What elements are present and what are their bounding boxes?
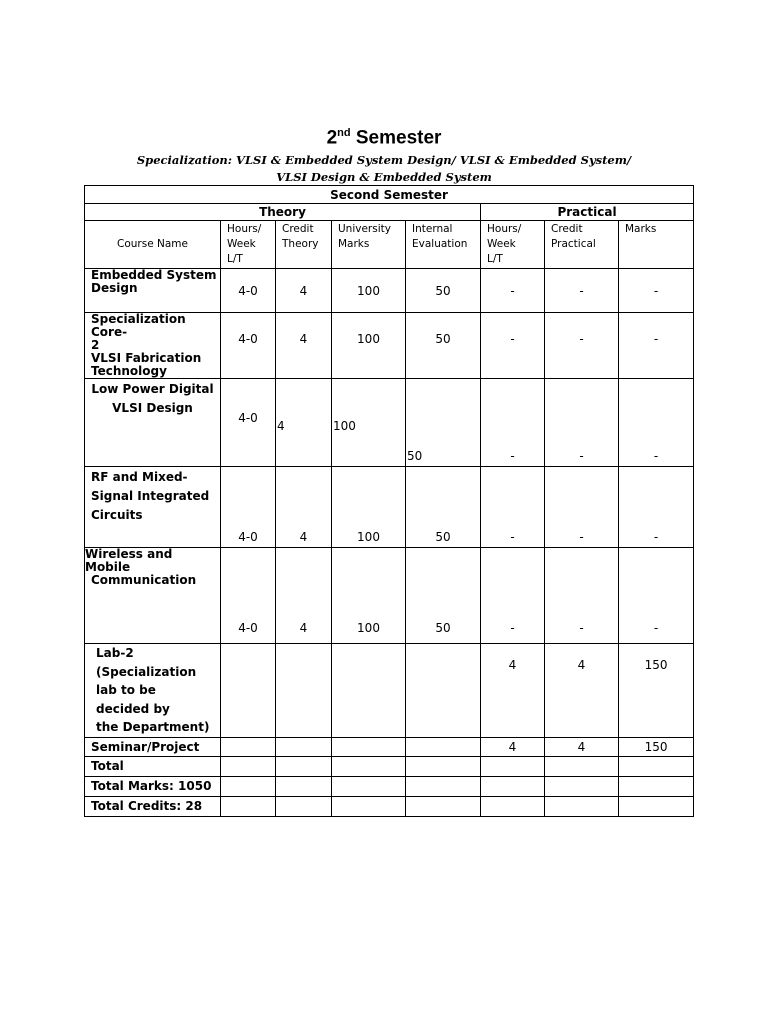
table-row [85, 313, 694, 379]
table-row [85, 737, 694, 756]
theory-header: Theory [85, 204, 481, 221]
col-hours-practical: Hours/ Week L/T [481, 221, 545, 269]
p-credit-cell: - [545, 313, 619, 379]
p-marks-cell: - [619, 548, 694, 644]
univ-marks-cell: 100 [332, 379, 406, 467]
credit-cell: 4 [276, 548, 332, 644]
total-credits-row [85, 796, 694, 816]
col-credit-practical: Credit Practical [545, 221, 619, 269]
internal-cell: 50 [406, 379, 481, 467]
p-marks-cell: - [619, 467, 694, 548]
hours-cell: 4-0 [221, 269, 276, 313]
univ-marks-cell: 100 [332, 467, 406, 548]
p-credit-cell: - [545, 269, 619, 313]
p-hours-cell: - [481, 548, 545, 644]
table-row [85, 269, 694, 313]
p-hours-cell: - [481, 467, 545, 548]
col-university-marks: University Marks [332, 221, 406, 269]
table-row [85, 467, 694, 548]
hours-cell [221, 644, 276, 738]
p-hours-cell: - [481, 379, 545, 467]
credit-cell [276, 644, 332, 738]
univ-marks-cell: 100 [332, 548, 406, 644]
col-course-name: Course Name [85, 221, 221, 269]
p-credit-cell: 4 [545, 737, 619, 756]
practical-header: Practical [481, 204, 694, 221]
p-hours-cell: 4 [481, 644, 545, 738]
internal-cell: 50 [406, 548, 481, 644]
univ-marks-cell: 100 [332, 269, 406, 313]
col-hours-theory: Hours/ Week L/T [221, 221, 276, 269]
total-marks-label: Total Marks: 1050 [85, 776, 221, 796]
total-label: Total [85, 756, 221, 776]
banner-second-semester: Second Semester [85, 186, 694, 204]
col-internal-evaluation: Internal Evaluation [406, 221, 481, 269]
p-credit-cell: - [545, 548, 619, 644]
hours-cell: 4-0 [221, 467, 276, 548]
p-hours-cell: - [481, 313, 545, 379]
total-row [85, 756, 694, 776]
hours-cell: 4-0 [221, 379, 276, 467]
credit-cell: 4 [276, 269, 332, 313]
course-name: Low Power Digital VLSI Design [85, 379, 221, 467]
semester-table [84, 185, 694, 817]
total-marks-row [85, 776, 694, 796]
course-name: Embedded System Design [85, 269, 221, 313]
page-title: 2nd Semester [326, 127, 442, 149]
course-name: Lab-2 (Specialization lab to be decided by the Department) [85, 644, 221, 738]
p-credit-cell: - [545, 379, 619, 467]
specialization-line-1: Specialization: VLSI & Embedded System Design/ VLSI & Embedded System/ [136, 153, 632, 167]
total-credits-label: Total Credits: 28 [85, 796, 221, 816]
univ-marks-cell: 100 [332, 313, 406, 379]
internal-cell [406, 737, 481, 756]
hours-cell: 4-0 [221, 548, 276, 644]
p-hours-cell: 4 [481, 737, 545, 756]
p-marks-cell: - [619, 379, 694, 467]
col-credit-theory: Credit Theory [276, 221, 332, 269]
internal-cell: 50 [406, 313, 481, 379]
table-row [85, 644, 694, 738]
col-marks: Marks [619, 221, 694, 269]
univ-marks-cell [332, 737, 406, 756]
credit-cell: 4 [276, 313, 332, 379]
table-row [85, 548, 694, 644]
credit-cell [276, 737, 332, 756]
course-name: Wireless and Mobile Communication [85, 548, 221, 644]
hours-cell [221, 737, 276, 756]
table-row [85, 379, 694, 467]
course-name: Specialization Core- 2 VLSI Fabrication Technology [85, 313, 221, 379]
p-hours-cell: - [481, 269, 545, 313]
credit-cell: 4 [276, 467, 332, 548]
course-name: Seminar/Project [85, 737, 221, 756]
course-name: RF and Mixed- Signal Integrated Circuits [85, 467, 221, 548]
credit-cell: 4 [276, 379, 332, 467]
univ-marks-cell [332, 644, 406, 738]
p-marks-cell: - [619, 313, 694, 379]
p-marks-cell: 150 [619, 644, 694, 738]
internal-cell [406, 644, 481, 738]
specialization-line-2: VLSI Design & Embedded System [276, 170, 492, 184]
p-marks-cell: - [619, 269, 694, 313]
p-marks-cell: 150 [619, 737, 694, 756]
internal-cell: 50 [406, 467, 481, 548]
p-credit-cell: 4 [545, 644, 619, 738]
internal-cell: 50 [406, 269, 481, 313]
p-credit-cell: - [545, 467, 619, 548]
hours-cell: 4-0 [221, 313, 276, 379]
